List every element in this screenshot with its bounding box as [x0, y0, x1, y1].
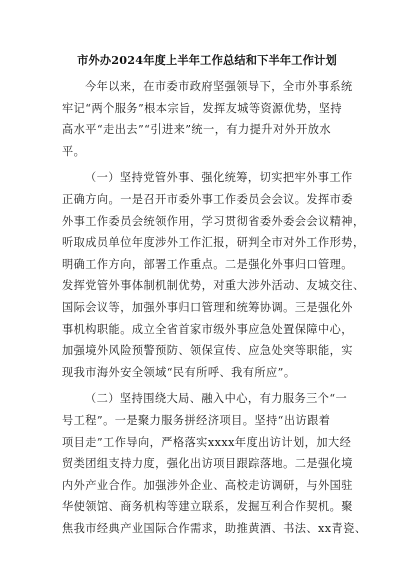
body-text-line: 今年以来，在市委市政府坚强领导下，全市外事系统: [85, 80, 353, 93]
body-text-line: 焦我市经典产业国际合作需求，助推黄酒、书法、xx青瓷、: [62, 521, 367, 535]
body-text-line: 国际会议等，加强外事归口管理和统筹协调。三是强化外: [62, 300, 353, 314]
body-text-line: 加强境外风险预警预防、领保宣传、应急处突等职能，实: [62, 344, 353, 358]
body-text-line: 明确工作方向，部署工作重点。二是强化外事归口管理。: [62, 257, 353, 271]
body-text-line: 项目走”工作导向，严格落实xxxx年度出访计划，加大经: [62, 435, 352, 449]
body-text-line: 号工程”。一是聚力服务拼经济项目。坚持“出访跟着: [62, 413, 331, 427]
body-text-line: 现我市海外安全领域“民有所呼、我有所应”。: [62, 365, 296, 379]
body-text-line: 高水平“走出去”“引进来”统一，有力提升对外开放水: [62, 123, 332, 137]
body-text-line: 外事工作委员会统领作用，学习贯彻省委外委会会议精神，: [62, 214, 365, 228]
body-text-line: 华使领馆、商务机构等建立联系，发掘互利合作契机。聚: [62, 500, 353, 514]
document-body: [62, 76, 367, 539]
body-text-line: 贸类团组支持力度，强化出访项目跟踪落地。二是强化境: [62, 457, 353, 471]
body-text-line: 听取成员单位年度涉外工作汇报，研判全市对外工作形势，: [62, 236, 365, 250]
body-text-line: 发挥党管外事体制机制优势，对重大涉外活动、友城交往、: [62, 279, 365, 293]
body-text-line: （一）坚持党管外事、强化统筹，切实把牢外事工作: [85, 171, 353, 185]
body-text-line: 牢记“两个服务”根本宗旨，发挥友城等资源优势，坚持: [62, 101, 343, 115]
body-text-line: （二）坚持围绕大局、融入中心，有力服务三个“一: [85, 392, 348, 406]
body-text-line: 事机构职能。成立全省首家市级外事应急处置保障中心，: [62, 322, 353, 336]
document-title: 市外办2024年度上半年工作总结和下半年工作计划: [77, 53, 337, 67]
body-text-line: 内外产业合作。加强涉外企业、高校走访调研，与外国驻: [62, 478, 353, 492]
body-text-line: 平。: [62, 144, 86, 158]
body-text-line: 正确方向。一是召开市委外事工作委员会会议。发挥市委: [62, 192, 353, 206]
